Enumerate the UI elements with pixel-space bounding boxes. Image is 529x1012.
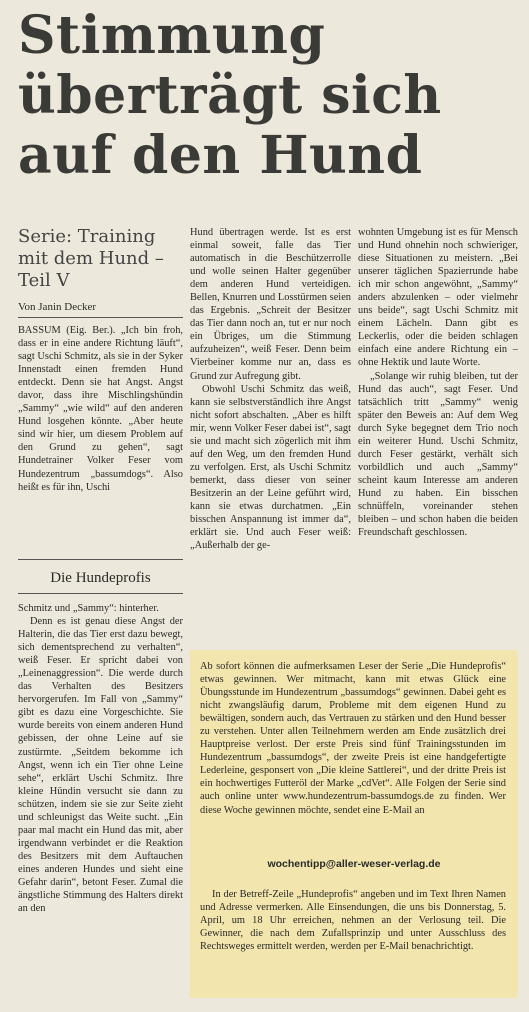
subheadline-line: mit dem Hund – <box>18 248 164 269</box>
contest-text <box>200 660 506 817</box>
contest-instructions <box>200 888 506 953</box>
paragraph: wohnten Umgebung ist es für Mensch und Hund ohnehin noch schwieriger, diese Situationen zu meistern. „Bei unserer täglichen Spazierrunde habe ich mir schon angewöhnt, „Sammy“ anders abzulenken – oder vielmehr uns beide“, sagt Uschi Schmitz mit einem Lächeln. Dann gibt es Leckerlis, oder die beiden schlagen einfach eine andere Richtung ein – ohne Hektik und laute Worte. <box>358 227 518 369</box>
paragraph: Obwohl Uschi Schmitz das weiß, kann sie selbstverständlich ihre Angst nicht sofort abschalten. „Aber es hilft mir, wenn Volker Feser dabei ist“, sagt sie und macht sich zögerlich mit ihm auf den Weg, um den fremden Hund zu verfolgen. Erst, als Uschi Schmitz bemerkt, dass dieser von seiner Besitzerin an der Leine geführt wird, kann sie etwas durchatmen. „Ein bisschen Anspannung ist immer da“, erklärt sie. Und auch Feser weiß: „Außerhalb der ge- <box>190 383 351 552</box>
subheadline <box>18 226 183 292</box>
contest-email: wochentipp@aller-weser-verlag.de <box>267 858 441 870</box>
divider <box>18 317 183 318</box>
paragraph: In der Betreff-Zeile „Hundeprofis“ angeben und im Text Ihren Namen und Adresse vermerken. Alle Einsendungen, die uns bis Donnerstag, 5. April, um 18 Uhr erreichen, nehmen an der Verlosung teil. Die Gewinner, die nach dem Zufallsprinzip und unter Ausschluss des Rechtsweges ermittelt werden, werden per E-Mail benachrichtigt. <box>200 889 506 953</box>
paragraph: Hund übertragen werde. Ist es erst einmal soweit, falle das Tier automatisch in die Beschützerrolle und wolle seinen Halter gegenüber dem anderen Hund verteidigen. Bellen, Knurren und Losstürmen seien das Ergebnis. „Schreit der Besitzer das Tier dann noch an, tut er nur noch ein Übriges, um die Stimmung aufzuheizen“, weiß Feser. Denn beim Vierbeiner komme nur an, dass es Grund zur Aufregung gibt. <box>190 227 351 382</box>
divider <box>18 593 183 594</box>
headline-line: auf den Hund <box>18 125 423 186</box>
contest-box <box>190 650 518 998</box>
paragraph: Denn es ist genau diese Angst der Halterin, die das Tier erst dazu bewegt, sich dementsprechend zu verhalten“, weiß Feser. Er spricht dabei von „Leinenaggression“. Die werde durch das Verhalten des Besitzers hervorgerufen. Im Fall von „Sammy“ gibt es dazu eine Vorgeschichte. Sie wurde bereits von einem anderen Hund gebissen, der ohne Leine auf sie zustürmte. „Seitdem bekomme ich Angst, wenn ich ein Tier ohne Leine sehe“, erklärt Uschi Schmitz. Ihre kleine Hündin versucht sie dann zu schützen, indem sie sie zur Seite zieht und schleunigst das Weite sucht. „Ein paar mal macht ein Hund das mit, aber irgendwann verbindet er die Reaktion des Besitzers mit dem Auftauchen eines anderen Hundes und sieht eine Gefahr darin“, betont Feser. Zumal die ängstliche Stimmung des Halters direkt an den <box>18 616 183 915</box>
headline-line: Stimmung <box>18 5 326 66</box>
byline: Von Janin Decker <box>18 301 96 313</box>
section-title: Die Hundeprofis <box>50 570 151 586</box>
paragraph: „Solange wir ruhig bleiben, tut der Hund das auch“, sagt Feser. Und tatsächlich tritt „Sammy“ wenig später den Beweis an: Auf dem Weg durch Syke begegnet dem Trio noch ein weiterer Hund. Uschi Schmitz, durch Feser gestärkt, verhält sich vorbildlich und auch „Sammy“ scheint kaum Interesse am anderen Hund zu haben. Ein bisschen schnüffeln, voreinander stehen bleiben – und schon haben die beiden Freundschaft geschlossen. <box>358 370 518 539</box>
headline-line: überträgt sich <box>18 65 442 126</box>
column-3 <box>358 226 518 646</box>
paragraph: Schmitz und „Sammy“: hinterher. <box>18 603 159 614</box>
headline <box>18 6 518 186</box>
subheadline-line: Teil V <box>18 270 70 291</box>
column-1-top <box>18 324 183 552</box>
column-2 <box>190 226 351 646</box>
divider <box>18 559 183 560</box>
subheadline-line: Serie: Training <box>18 226 156 247</box>
column-1-bottom <box>18 602 183 1004</box>
paragraph: Ab sofort können die aufmerksamen Leser der Serie „Die Hundeprofis“ etwas gewinnen. Wer mitmacht, kann mit etwas Glück eine Übungsstunde im Hundezentrum „bassumdogs“ gewinnen. Dabei geht es nicht zwangsläufig darum, Probleme mit dem eigenen Hund zu bewältigen, sondern auch, das Vertrauen zu stärken und den Hund besser zu verstehen. Unter allen Teilnehmern werden am Ende zusätzlich drei Hauptpreise verlost. Der erste Preis sind fünf Trainingsstunden im Hundezentrum „bassumdogs“, der zweite Preis ist eine handgefertigte Lederleine, gesponsert von „Die kleine Sattlerei“, und der dritte Preis ist ein hochwertiges Futteröl der Marke „cdVet“. Alle Folgen der Serie sind auch online unter www.hundezentrum-bassumdogs.de zu finden. Wer diese Woche gewinnen möchte, sendet eine E-Mail an <box>200 661 506 816</box>
paragraph: BASSUM (Eig. Ber.). „Ich bin froh, dass er in eine andere Richtung läuft“, sagt Uschi Schmitz, als sie in der Syker Innenstadt einen fremden Hund entdeckt. Denn sie hat Angst. Angst davor, dass ihre Mischlingshündin „Sammy“ „wie wild“ auf den anderen Hund losgehen könnte. „Aber heute sind wir hier, um diesem Problem auf den Grund zu gehen“, sagt Hundetrainer Volker Feser vom Hundezentrum „bassumdogs“. Also heißt es für ihn, Uschi <box>18 325 183 493</box>
